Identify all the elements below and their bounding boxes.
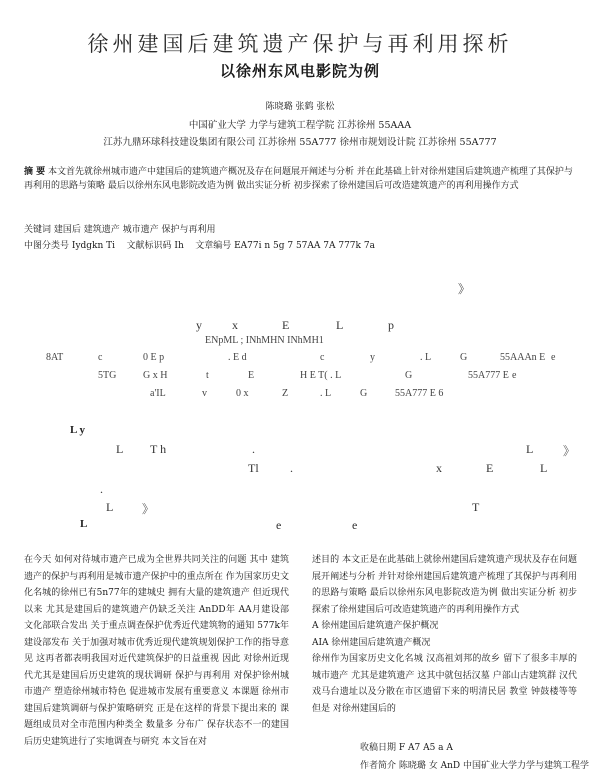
english-fragment: t	[206, 370, 209, 381]
received-date	[360, 740, 453, 753]
received-label: 收稿日期	[360, 743, 397, 753]
english-fragment: 0 E p	[143, 352, 165, 363]
english-fragment: G	[360, 388, 368, 399]
english-fragment: ENpML ; INhMHN INhMH1	[205, 335, 324, 346]
body-column-left: 在今天 如何对待城市遗产已成为全世界共同关注的问题 其中 建筑遗产的保护与再利用是城市遗产保护中的重点所在 作为国家历史文化名城的徐州已有5n77年的建城史 拥有大量的建筑遗产 但近现代以来 尤其是建国后的建筑遗产仍缺乏关注 AnDD年 AA月建设部 文化部联合发出 关于重点调查保护优秀近代建筑物的通知 577k年建设部发布 关于加强对城市优秀近现代建筑规划保护工作的指导意见 这再者都表明我国对近代建筑保护的日益重视 因此 对徐州近现代尤其是建国后历史建筑的现状调研 保护与再利用 对保护徐州城市遗产 塑造徐州城市特色 促进城市发展有重要意义 本课题 徐州市建国后建筑调研与保护策略研究 正是在这样的背景下提出来的 课题组成员对全市范围内种类全 数量多 分布广 保存状态不一的建国后历史建筑进行了实地调查与研究 本文旨在对	[24, 555, 289, 747]
english-fragment: . L	[320, 388, 332, 399]
section-mark: 》	[458, 282, 471, 296]
english-fragment: Z	[282, 388, 289, 399]
english-fragment: Tl	[248, 461, 259, 475]
received-value: F A7 A5 a A	[398, 743, 453, 753]
english-fragment: 》	[142, 502, 155, 516]
english-fragment: x	[232, 318, 238, 332]
english-fragment: 55A777 E	[468, 370, 509, 381]
keywords-line	[24, 222, 215, 235]
english-fragment: G	[460, 352, 468, 363]
english-fragment: L y	[70, 424, 85, 436]
author-intro-label: 作者简介	[360, 761, 397, 771]
classification-line	[24, 238, 375, 251]
english-fragment: 55A777 E 6	[395, 388, 444, 399]
keywords-label: 关键词	[24, 225, 52, 235]
english-fragment: . L	[420, 352, 432, 363]
english-fragment: e	[512, 370, 517, 381]
paper-subtitle	[0, 60, 600, 81]
body-right-intro: 述目的 本文正是在此基础上就徐州建国后建筑遗产现状及存在问题展开阐述与分析 并针对徐州建国后建筑遗产梳理了其保护与再利用的思路与策略 最后以徐州东风电影院改造为例 做出实证分析 初步探索了徐州建国后可改造建筑遗产的再利用操作方式	[312, 555, 577, 615]
english-fragment: T h	[150, 442, 167, 456]
english-fragment: G x H	[143, 370, 168, 381]
english-fragment: L	[540, 461, 548, 475]
english-fragment: v	[202, 388, 207, 399]
doc-code-value: Ih	[174, 241, 184, 251]
english-fragment: e	[352, 518, 358, 532]
article-no-label: 文章编号	[195, 241, 232, 251]
english-fragment: c	[320, 352, 325, 363]
abstract-text: 本文首先就徐州城市遗产中建国后的建筑遗产概况及存在问题展开阐述与分析 并在此基础上针对徐州建国后建筑遗产梳理了其保护与再利用的思路与策略 最后以徐州东风电影院改造为例 做出实证分析 初步探索了徐州建国后可改造建筑遗产的再利用操作方式	[24, 167, 573, 191]
english-fragment: 0 x	[236, 388, 249, 399]
abstract-label: 摘 要	[24, 167, 46, 177]
english-fragment: L	[116, 442, 124, 456]
english-fragment: x	[436, 461, 442, 475]
english-fragment: c	[98, 352, 103, 363]
body-right-text: 徐州作为国家历史文化名城 汉高祖刘邦的故乡 留下了很多丰厚的城市遗产 尤其是建筑遗产 这其中就包括汉墓 户部山古建筑群 汉代戏马台遗址以及分散在市区遗留下来的明清民居 教堂 钟鼓楼等等 但是 对徐州建国后的	[312, 654, 577, 714]
class-label: 中图分类号	[24, 241, 70, 251]
english-fragment: E	[248, 370, 255, 381]
english-fragment: y	[196, 318, 202, 332]
affiliation-1: 中国矿业大学 力学与建筑工程学院 江苏徐州 55AAA	[188, 120, 412, 131]
body-column-right	[312, 552, 577, 717]
authors: 陈晓璐 张鹤 张松	[265, 102, 335, 112]
english-fragment: .	[252, 442, 255, 456]
english-fragment: a'IL	[150, 388, 166, 399]
doc-code-label: 文献标识码	[126, 241, 172, 251]
english-fragment: T	[472, 500, 480, 514]
subtitle-text: 以徐州东风电影院为例	[219, 62, 380, 80]
english-fragment: L	[80, 518, 88, 530]
paper-title: 徐州建国后建筑遗产保护与再利用探析	[87, 32, 513, 56]
english-fragment: .	[100, 482, 103, 496]
author-intro-value: 陈晓璐 女 AnD 中国矿业大学力学与建筑工程学	[398, 761, 589, 771]
english-fragment: e	[276, 518, 282, 532]
article-no-value: EA77i n 5g 7 57AA 7A 777k 7a	[234, 241, 375, 251]
class-value: Iydgkn Ti	[71, 241, 116, 251]
english-fragment: y	[370, 352, 375, 363]
english-fragment: . E d	[228, 352, 247, 363]
english-fragment: H E T( . L	[300, 370, 342, 381]
author-intro	[360, 758, 589, 771]
abstract	[24, 166, 576, 193]
english-fragment: E	[282, 318, 290, 332]
affiliation-2: 江苏九鼎环球科技建设集团有限公司 江苏徐州 55A777 徐州市规划设计院 江苏徐州 55A777	[103, 137, 497, 148]
english-fragment: L	[526, 442, 534, 456]
english-fragment: 55AAAn E	[500, 352, 546, 363]
english-fragment: G	[405, 370, 413, 381]
english-fragment: E	[486, 461, 494, 475]
section-heading-1: A 徐州建国后建筑遗产保护概况	[312, 621, 439, 631]
english-fragment: 5TG	[98, 370, 117, 381]
english-fragment: L	[336, 318, 344, 332]
english-fragment: L	[106, 500, 114, 514]
english-fragment: .	[290, 461, 293, 475]
english-fragment: 8AT	[46, 352, 64, 363]
english-fragment: 》	[563, 444, 576, 458]
section-heading-2: AIA 徐州建国后建筑遗产概况	[312, 637, 431, 648]
english-fragment: e	[551, 352, 556, 363]
english-fragment: p	[388, 318, 394, 332]
keywords-value: 建国后 建筑遗产 城市遗产 保护与再利用	[53, 225, 216, 235]
